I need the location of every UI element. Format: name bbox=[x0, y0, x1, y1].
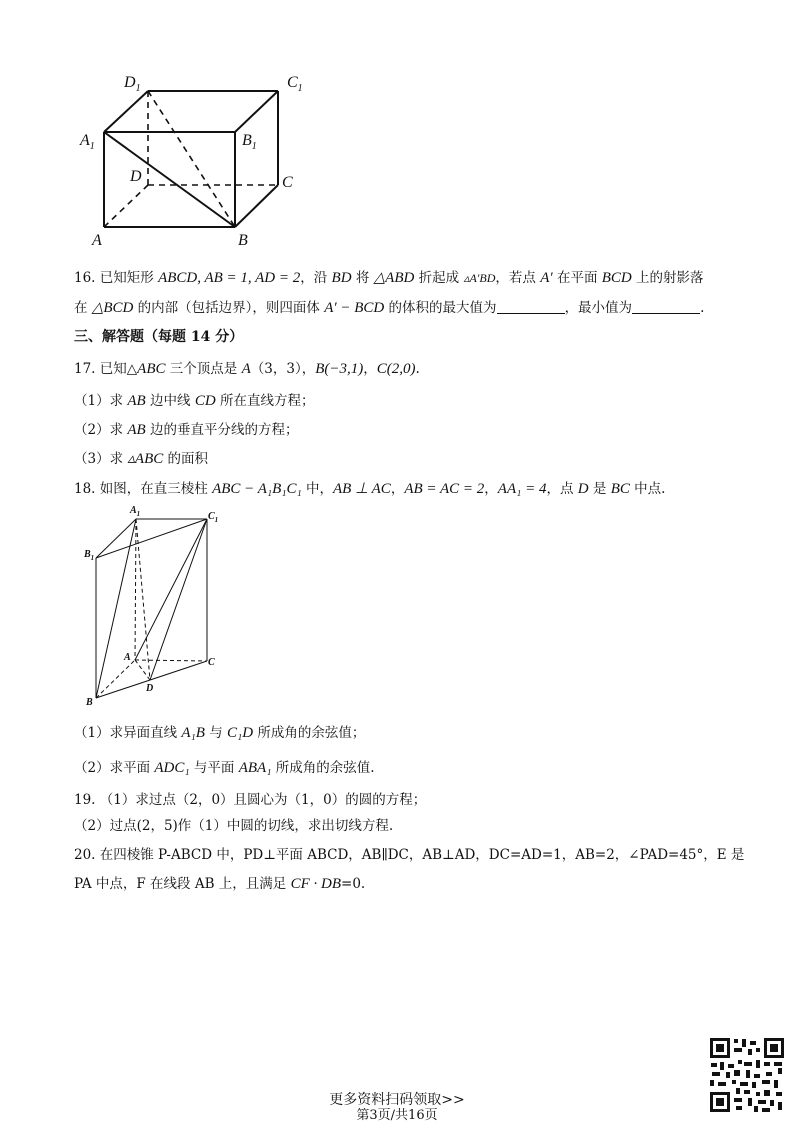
label-B: B bbox=[238, 232, 248, 249]
label-B1-small: $B_1$ bbox=[84, 549, 95, 562]
answer-blank-min[interactable] bbox=[632, 299, 700, 314]
footer-more-link[interactable]: 更多资料扫码领取>> bbox=[329, 1092, 465, 1108]
label-B-small: B bbox=[86, 697, 93, 708]
label-C-small: C bbox=[208, 657, 215, 668]
q19-part1: 19. （1）求过点（2，0）且圆心为（1，0）的圆的方程； bbox=[74, 792, 427, 808]
label-A1: $A_1$ bbox=[80, 132, 95, 153]
q16-line1: 16. 已知矩形 ABCD, AB = 1, AD = 2，沿 BD 将 △ABD 折起成 ▵A′BD，若点 A′ 在平面 BCD 上的射影落 bbox=[74, 270, 704, 286]
label-C1-small: $C_1$ bbox=[208, 511, 219, 524]
q18-part2: （2）求平面 ADC₁ 与平面 ABA₁ 所成角的余弦值. bbox=[74, 760, 375, 776]
q17-stem: 17. 已知△ABC 三个顶点是 A（3，3），B(−3,1)，C(2,0). bbox=[74, 361, 420, 377]
label-D: D bbox=[130, 168, 142, 185]
q18-stem: 18. 如图，在直三棱柱 ABC − A₁B₁C₁ 中，AB ⊥ AC，AB = AC = 2，AA₁ = 4，点 D 是 BC 中点. bbox=[74, 481, 666, 497]
label-A1-small: $A_1$ bbox=[130, 505, 141, 518]
q17-part2: （2）求 AB 边的垂直平分线的方程； bbox=[74, 422, 299, 438]
q20-line1: 20. 在四棱锥 P-ABCD 中，PD⊥平面 ABCD，AB∥DC，AB⊥AD，DC=AD=1，AB=2，∠PAD=45°，E 是 bbox=[74, 847, 745, 863]
q19-part2: （2）过点(2，5)作（1）中圆的切线，求出切线方程. bbox=[74, 818, 394, 834]
vector-expression: CF · DB bbox=[290, 876, 342, 892]
prism-svg bbox=[70, 70, 320, 255]
answer-blank-max[interactable] bbox=[497, 299, 565, 314]
label-A-small: A bbox=[124, 652, 131, 663]
section-title: 三、解答题（每题 14 分） bbox=[74, 329, 244, 345]
label-C1: $C_1$ bbox=[287, 74, 303, 95]
q17-part3: （3）求 ▵ABC 的面积 bbox=[74, 451, 209, 467]
q17-part1: （1）求 AB 边中线 CD 所在直线方程； bbox=[74, 393, 315, 409]
label-D-small: D bbox=[146, 683, 154, 694]
triangular-prism-svg bbox=[80, 505, 230, 710]
figure-triangular-prism bbox=[80, 505, 230, 710]
q18-part1: （1）求异面直线 A₁B 与 C₁D 所成角的余弦值； bbox=[74, 725, 366, 741]
q16-line2: 在 △BCD 的内部（包括边界），则四面体 A′ − BCD 的体积的最大值为 ，最小值为 . bbox=[74, 300, 705, 316]
label-A: A bbox=[92, 232, 102, 249]
label-B1: $B_1$ bbox=[242, 132, 257, 153]
footer-page-number: 第3页/共16页 bbox=[356, 1108, 438, 1123]
label-C: C bbox=[282, 174, 293, 191]
figure-prism bbox=[70, 70, 320, 255]
label-D1: $D_1$ bbox=[124, 74, 141, 95]
q20-line2: PA 中点，F 在线段 AB 上，且满足 CF · DB=0. bbox=[74, 876, 366, 892]
